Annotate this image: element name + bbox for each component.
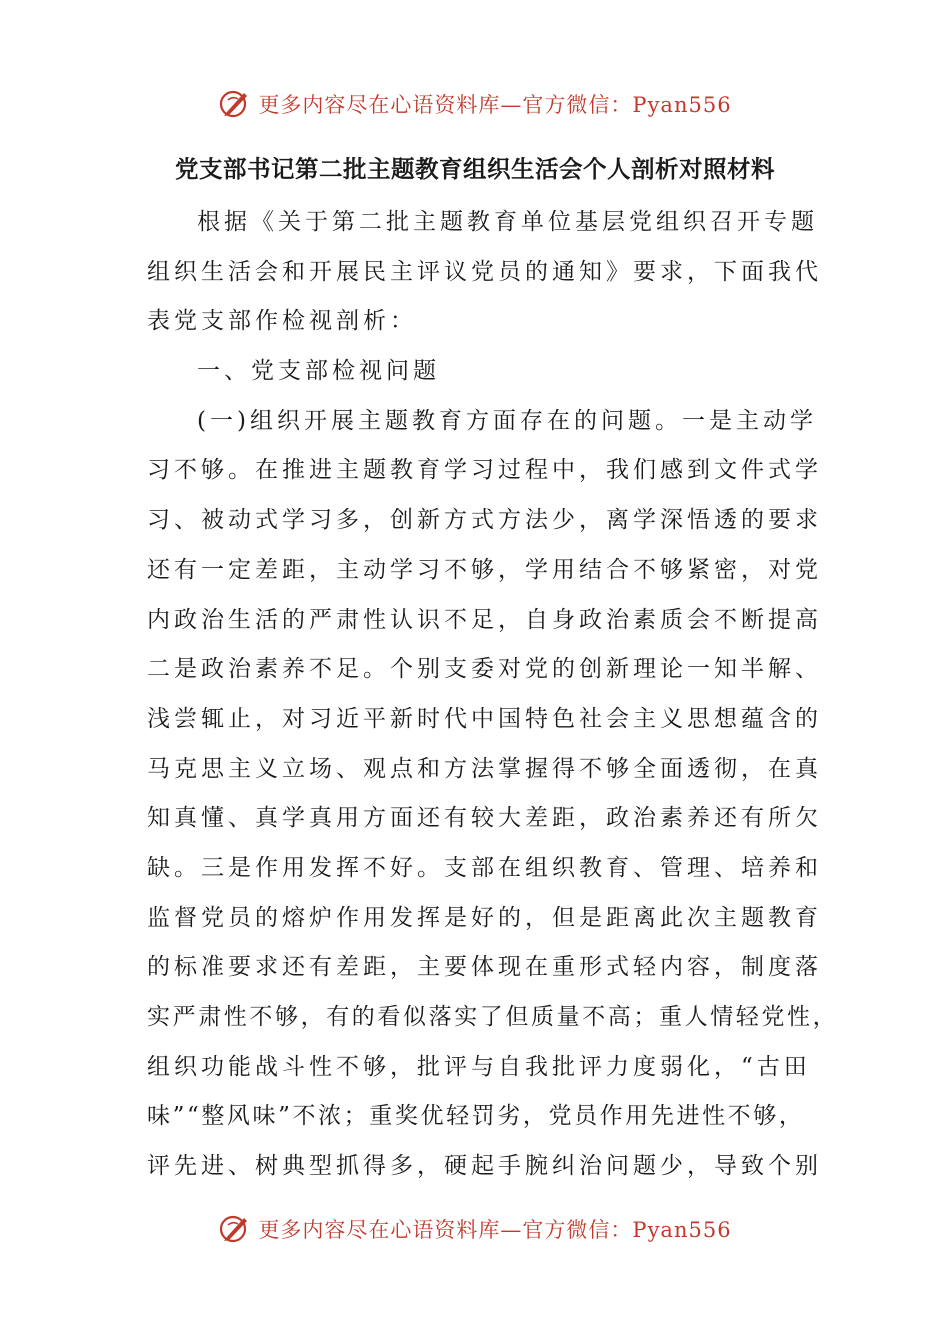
document-title: 党支部书记第二批主题教育组织生活会个人剖析对照材料 [175,155,775,183]
paragraph-line: 监督党员的熔炉作用发挥是好的，但是距离此次主题教育 [147,904,822,931]
pen-logo-icon [218,1212,252,1246]
paragraph-line: 实严肃性不够，有的看似落实了但质量不高；重人情轻党性， [147,1004,839,1030]
paragraph-line: 还有一定差距，主动学习不够，学用结合不够紧密，对党 [147,556,822,583]
footer-banner [0,1209,950,1249]
banner-text: 更多内容尽在心语资料库—官方微信：Pyan556 [258,1218,732,1242]
paragraph-line: 知真懂、真学真用方面还有较大差距，政治素养还有所欠 [147,805,822,832]
header-banner [0,84,950,124]
paragraph-line: (一)组织开展主题教育方面存在的问题。一是主动学 [197,407,817,434]
paragraph-line: 表党支部作检视剖析： [147,308,417,335]
paragraph-line: 评先进、树典型抓得多，硬起手腕纠治问题少，导致个别 [147,1153,822,1180]
pen-logo-icon [218,87,252,121]
paragraph-line: 组织功能战斗性不够，批评与自我批评力度弱化，“古田 [147,1053,811,1080]
paragraph-line: 根据《关于第二批主题教育单位基层党组织召开专题 [197,209,818,235]
paragraph-line: 习不够。在推进主题教育学习过程中，我们感到文件式学 [147,457,822,484]
paragraph-line: 缺。三是作用发挥不好。支部在组织教育、管理、培养和 [147,854,822,881]
section-heading: 一、党支部检视问题 [197,358,440,385]
paragraph-line: 内政治生活的严肃性认识不足，自身政治素质会不断提高 [147,606,822,633]
banner-text: 更多内容尽在心语资料库—官方微信：Pyan556 [258,93,732,117]
document-body [147,198,839,1192]
paragraph-line: 浅尝辄止，对习近平新时代中国特色社会主义思想蕴含的 [147,705,822,732]
paragraph-line: 的标准要求还有差距，主要体现在重形式轻内容，制度落 [147,954,822,981]
paragraph-line: 马克思主义立场、观点和方法掌握得不够全面透彻，在真 [147,755,822,782]
paragraph-line: 组织生活会和开展民主评议党员的通知》要求，下面我代 [147,258,822,285]
paragraph-line: 习、被动式学习多，创新方式方法少，离学深悟透的要求 [147,507,822,534]
paragraph-line: 二是政治素养不足。个别支委对党的创新理论一知半解、 [147,656,822,683]
paragraph-line: 味”“整风味”不浓；重奖优轻罚劣，党员作用先进性不够， [147,1103,805,1130]
